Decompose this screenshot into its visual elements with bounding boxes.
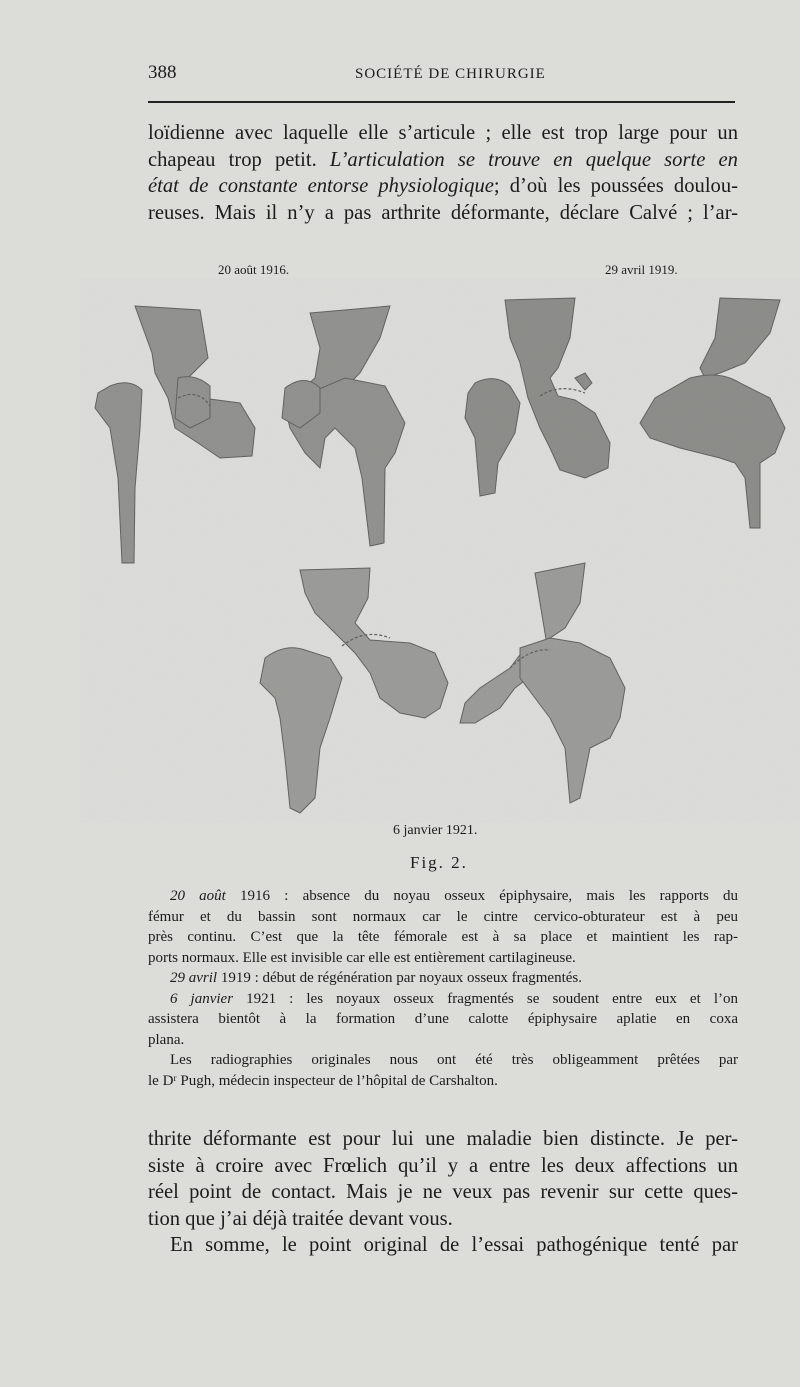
figure-legend: [148, 886, 738, 1091]
legend-date: 20 août: [170, 888, 226, 904]
legend-line: [148, 989, 738, 1010]
text-line: tion que j’ai déjà traitée devant vous.: [148, 1207, 453, 1230]
figure-date-left: 20 août 1916.: [218, 262, 290, 277]
legend-line: [148, 968, 738, 989]
text-line: [148, 147, 738, 174]
legend-date: 6 janvier: [170, 990, 234, 1007]
text-line: loïdienne avec laquelle elle s’articule ; elle est trop large pour un: [148, 122, 738, 144]
text-line: reuses. Mais il n’y a pas arthrite déformante, déclare Calvé ; l’ar-: [148, 201, 738, 224]
figure-date-bottom: 6 janvier 1921.: [393, 823, 478, 838]
legend-line: le Dʳ Pugh, médecin inspecteur de l’hôpital de Carshalton.: [148, 1072, 498, 1089]
text-run: chapeau trop petit.: [148, 148, 317, 171]
top-paragraph: [148, 120, 738, 226]
text-line: [148, 1232, 738, 1259]
header-rule: [148, 101, 735, 103]
legend-line: assistera bientôt à la formation d’une calotte épiphysaire aplatie en coxa: [148, 1011, 738, 1027]
legend-line: près continu. C’est que la tête fémorale est à sa place et maintient les rap-: [148, 929, 738, 945]
italic-run: L’articulation se trouve en quelque sorte en: [329, 148, 738, 171]
legend-line: [148, 1050, 738, 1071]
legend-line: fémur et du bassin sont normaux car le cintre cervico-obturateur est à peu: [148, 908, 738, 925]
text-line: réel point de contact. Mais je ne veux pas revenir sur cette ques-: [148, 1181, 738, 1203]
text-run: En somme, le point original de l’essai pathogénique tenté par: [170, 1234, 738, 1256]
figure-date-right: 29 avril 1919.: [605, 262, 678, 277]
text-line: siste à croire avec Frœlich qu’il y a entre les deux affections un: [148, 1154, 738, 1177]
running-title: SOCIÉTÉ DE CHIRURGIE: [355, 66, 546, 82]
text-run: Les radiographies originales nous ont été très obligeamment prêtées par: [170, 1052, 738, 1068]
film-grain: [80, 278, 800, 823]
text-run: 1921 : les noyaux osseux fragmentés se soudent entre eux et l’on: [246, 990, 738, 1007]
hip-radiograph-drawings: [80, 278, 800, 823]
legend-line: plana.: [148, 1031, 185, 1048]
legend-line: [148, 886, 738, 907]
text-line: thrite déformante est pour lui une maladie bien distincte. Je per-: [148, 1128, 738, 1150]
figure-label: Fig. 2.: [410, 853, 468, 872]
bottom-paragraph: [148, 1126, 738, 1259]
text-run: 1916 : absence du noyau osseux épiphysaire, mais les rapports du: [240, 888, 739, 904]
text-run: ; d’où les poussées doulou-: [493, 175, 738, 197]
italic-run: état de constante entorse physiologique: [148, 175, 494, 197]
legend-line: ports normaux. Elle est invisible car elle est entièrement cartilagineuse.: [148, 949, 576, 966]
text-line: [148, 173, 738, 200]
page-number: 388: [148, 62, 177, 83]
text-run: 1919 : début de régénération par noyaux osseux fragmentés.: [220, 970, 582, 986]
legend-date: 29 avril: [170, 970, 218, 986]
